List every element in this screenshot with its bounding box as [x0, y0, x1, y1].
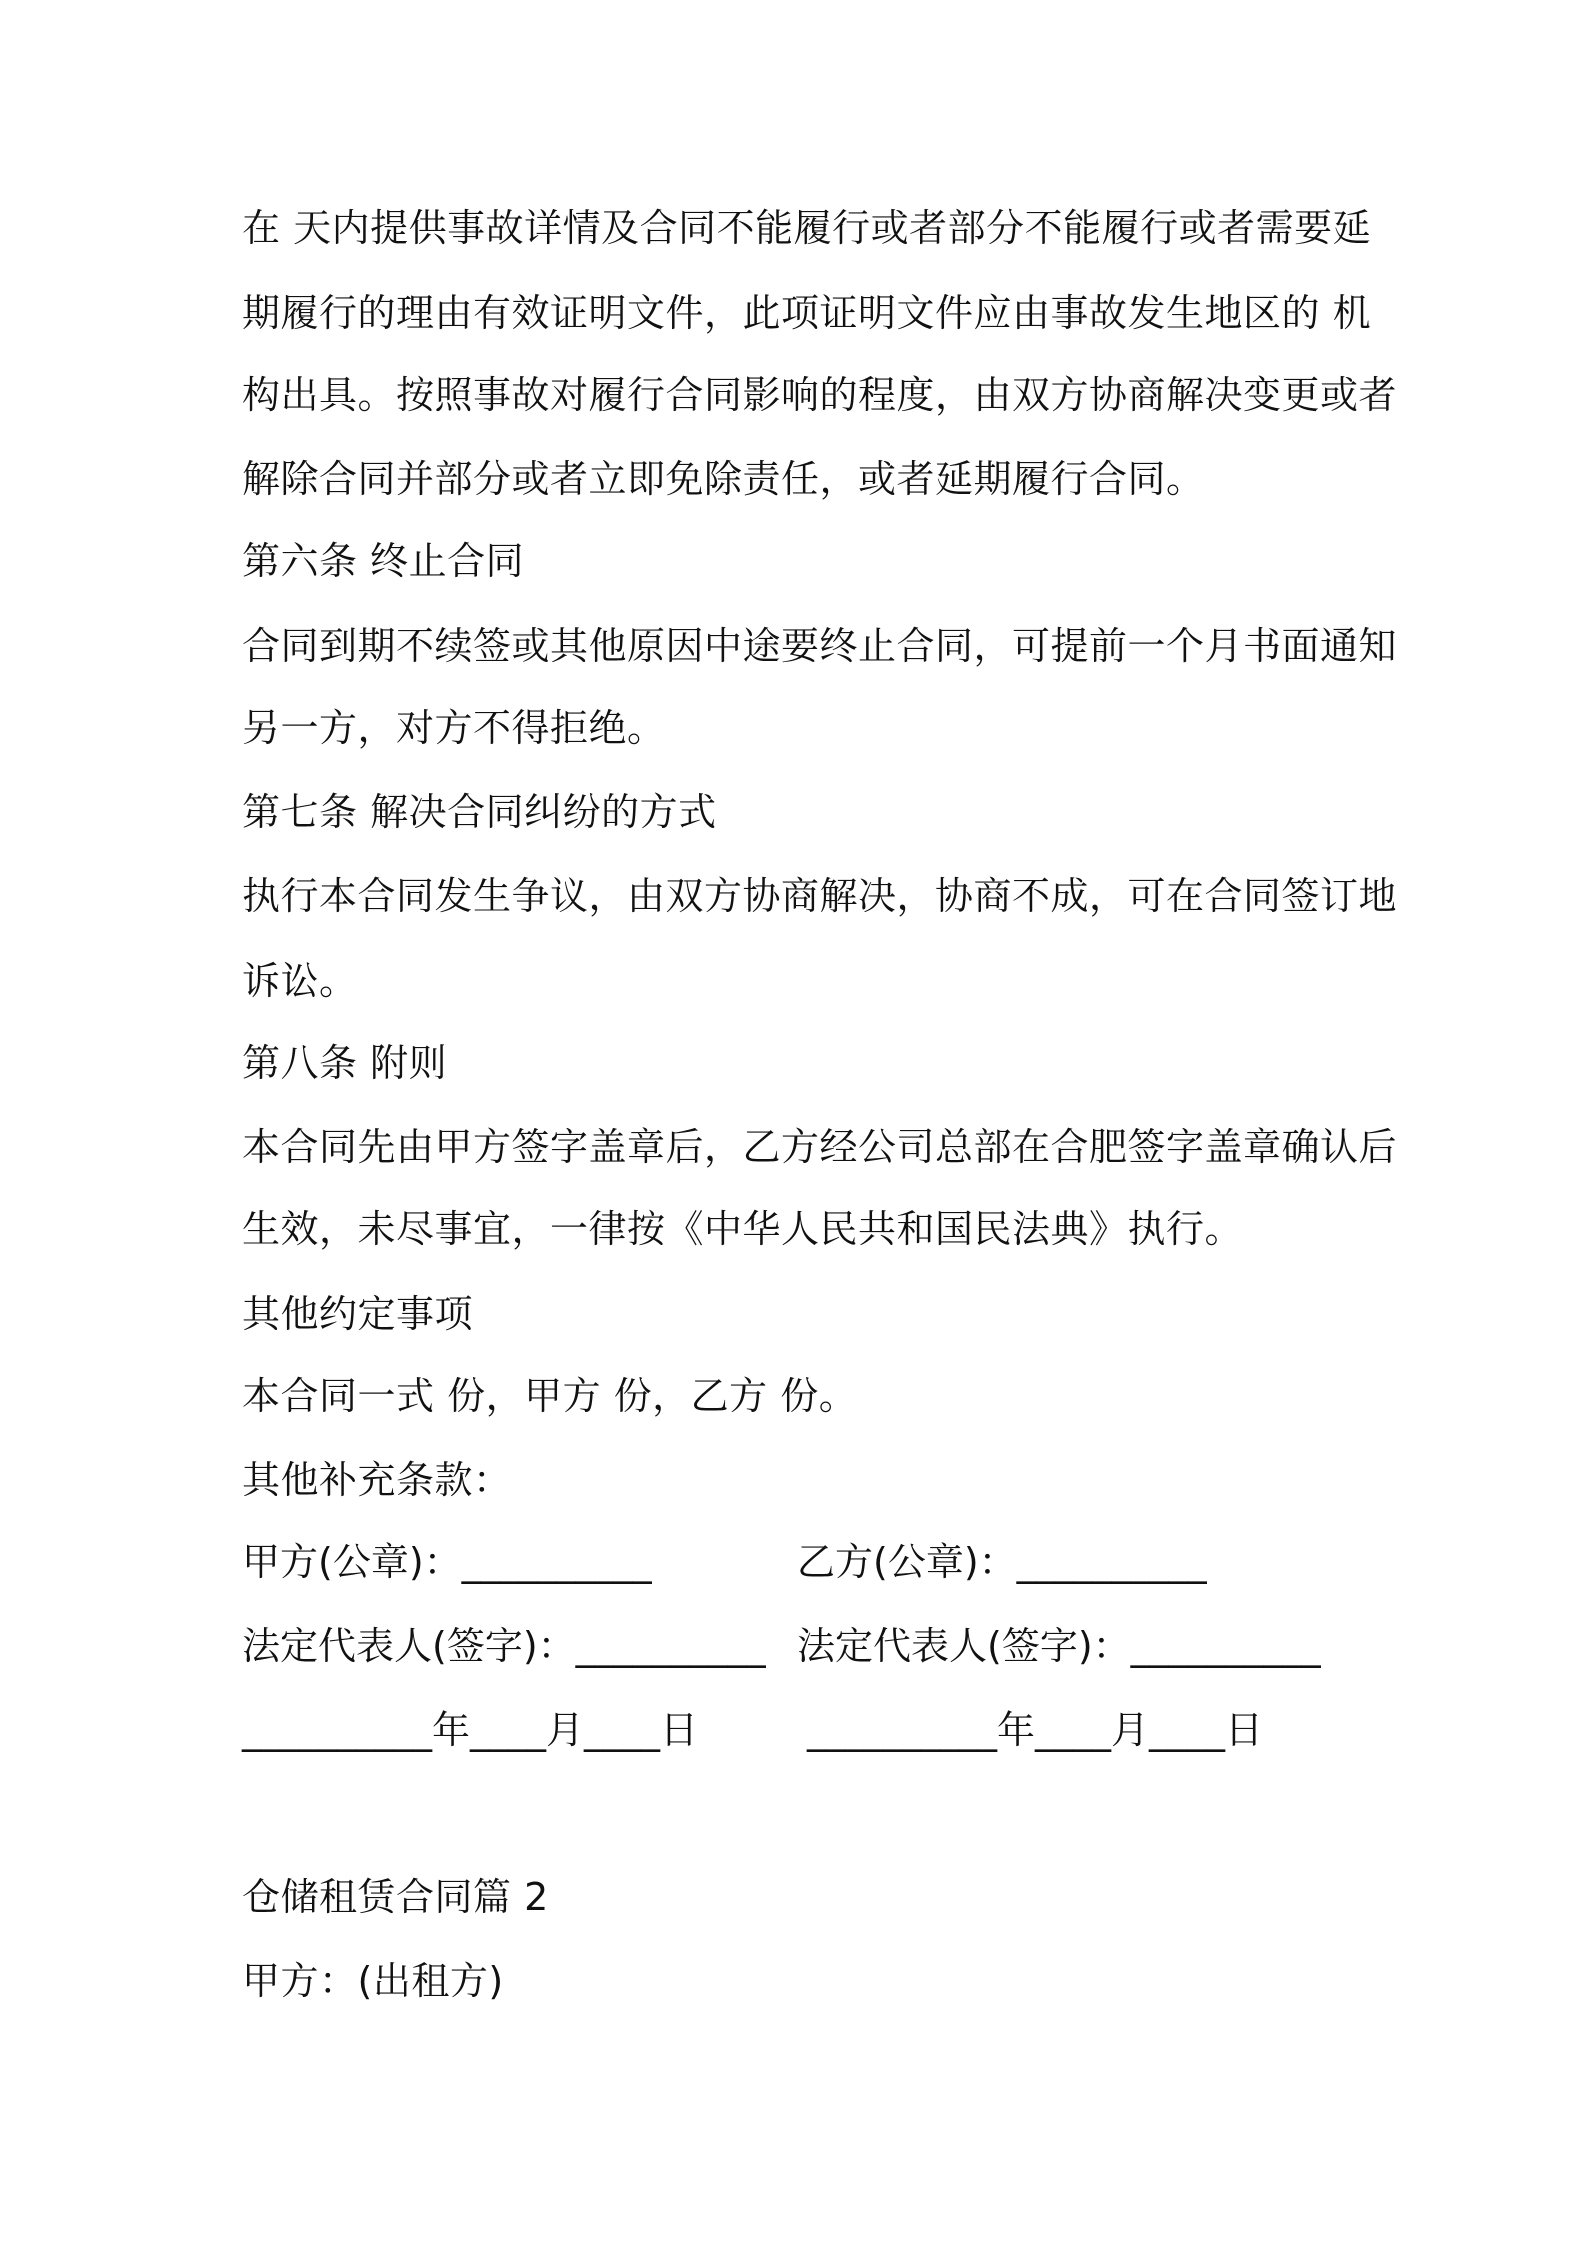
signature-row-date [242, 1706, 1362, 1754]
paragraph-line: 本合同一式 份，甲方 份，乙方 份。 [242, 1374, 858, 1418]
paragraph-line: 本合同先由甲方签字盖章后，乙方经公司总部在合肥签字盖章确认后 [242, 1125, 1398, 1169]
paragraph-line: 构出具。按照事故对履行合同影响的程度，由双方协商解决变更或者 [242, 373, 1398, 417]
section-heading-article-7: 第七条 解决合同纠纷的方式 [242, 790, 717, 834]
paragraph-line: 解除合同并部分或者立即免除责任，或者延期履行合同。 [242, 457, 1205, 501]
section-title-contract-2: 仓储租赁合同篇 2 [242, 1875, 549, 1919]
party-b-date-field: __________年____月____日 [807, 1708, 1264, 1752]
signature-row-representative [242, 1622, 1362, 1670]
paragraph-line: 在 天内提供事故详情及合同不能履行或者部分不能履行或者需要延 [242, 206, 1372, 250]
party-a-date-field: __________年____月____日 [242, 1708, 699, 1752]
party-b-seal-field: 乙方(公章)：__________ [797, 1540, 1207, 1584]
party-a-rep-field: 法定代表人(签字)：__________ [242, 1624, 766, 1668]
paragraph-line: 另一方，对方不得拒绝。 [242, 706, 666, 750]
paragraph-line: 其他补充条款： [242, 1458, 512, 1502]
party-b-rep-field: 法定代表人(签字)：__________ [797, 1624, 1321, 1668]
paragraph-line: 执行本合同发生争议，由双方协商解决，协商不成，可在合同签订地 [242, 874, 1398, 918]
signature-row-seal [242, 1538, 1362, 1586]
section-heading-article-8: 第八条 附则 [242, 1041, 448, 1085]
section-heading-article-6: 第六条 终止合同 [242, 539, 525, 583]
party-a-lessor-line: 甲方：(出租方) [242, 1959, 504, 2003]
paragraph-line: 期履行的理由有效证明文件，此项证明文件应由事故发生地区的 机 [242, 291, 1372, 335]
party-a-seal-field: 甲方(公章)：__________ [242, 1540, 652, 1584]
section-heading-other-terms: 其他约定事项 [242, 1292, 474, 1336]
paragraph-line: 合同到期不续签或其他原因中途要终止合同，可提前一个月书面通知 [242, 624, 1398, 668]
paragraph-line: 诉讼。 [242, 959, 358, 1003]
paragraph-line: 生效，未尽事宜，一律按《中华人民共和国民法典》执行。 [242, 1207, 1244, 1251]
